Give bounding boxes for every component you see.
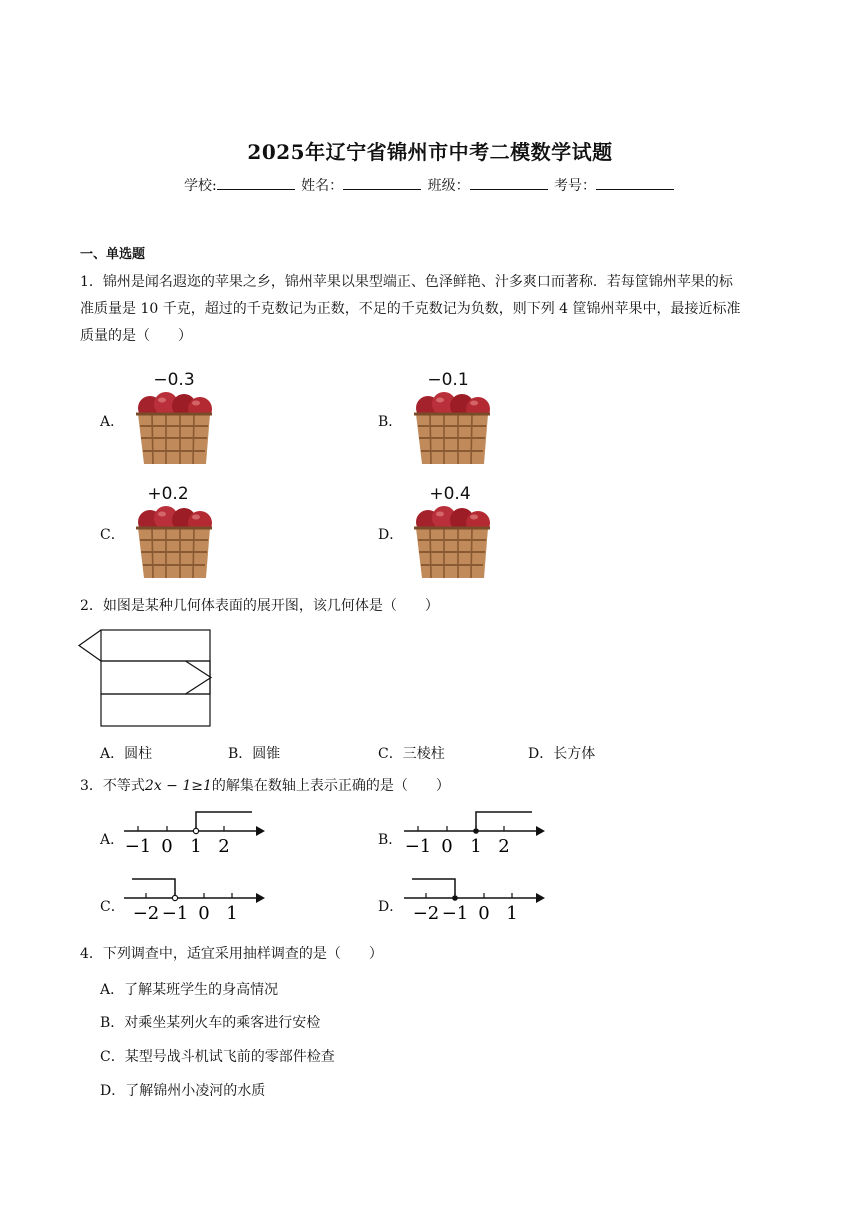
question-4-stem: 4．下列调查中，适宜采用抽样调查的是（ ） [80, 946, 383, 962]
open-endpoint [193, 828, 198, 833]
q1-option-c-letter[interactable]: C． [100, 527, 125, 543]
basket-body [414, 528, 490, 578]
q1-option-a-picture[interactable] [128, 368, 220, 482]
question-1-line-1: 1．锦州是闻名遐迩的苹果之乡，锦州苹果以果型端正、色泽鲜艳、汁多爽口而著称．若每筐锦州苹果的标 [80, 274, 733, 290]
apple-basket-icon [406, 482, 498, 592]
q1-option-a-letter[interactable]: A． [100, 414, 125, 430]
net-triangle-left [79, 630, 101, 661]
question-3-stem [80, 773, 785, 800]
basket-body [136, 414, 212, 464]
question-1-line-3: 质量的是（ ） [80, 328, 192, 344]
q3-option-d-number-line[interactable] [400, 875, 550, 927]
tick-label: 2 [498, 836, 510, 857]
school-label: 学校: [183, 178, 217, 194]
exam-no-blank[interactable] [596, 175, 674, 190]
page-title: 2025年辽宁省锦州市中考二模数学试题 [247, 140, 613, 164]
apple-basket-icon [128, 368, 220, 478]
question-3-stem-post: 的解集在数轴上表示正确的是（ ） [211, 778, 450, 794]
q3-option-b-letter[interactable]: B． [378, 832, 403, 848]
q1-option-d-letter[interactable]: D． [378, 527, 404, 543]
q1-option-b-value: −0.1 [427, 370, 469, 390]
tick-label: −2 [412, 903, 440, 924]
arrow-icon [536, 893, 545, 903]
q1-option-b-letter[interactable]: B． [378, 414, 403, 430]
q3-option-c-number-line[interactable] [120, 875, 270, 927]
apple-basket-icon [406, 368, 498, 478]
arrow-icon [256, 893, 265, 903]
school-blank[interactable] [217, 175, 295, 190]
tick-label: 1 [190, 836, 202, 857]
name-label: 姓名： [301, 178, 344, 194]
open-endpoint [172, 895, 177, 900]
section-heading: 一、单选题 [80, 247, 146, 262]
tick-label: 2 [218, 836, 230, 857]
arrow-icon [256, 826, 265, 836]
tick-label: 1 [470, 836, 482, 857]
net-face-top [101, 630, 210, 661]
tick-label: 1 [226, 903, 238, 924]
class-blank[interactable] [470, 175, 548, 190]
exam-no-label: 考号： [554, 178, 597, 194]
q3-option-b-number-line[interactable] [400, 808, 550, 860]
net-face-bottom [101, 694, 210, 726]
tick-label: −2 [132, 903, 160, 924]
q1-option-a-value: −0.3 [153, 370, 195, 390]
q2-option-b[interactable]: B．圆锥 [228, 746, 281, 762]
question-1-stem [80, 269, 785, 350]
q1-option-c-picture[interactable] [128, 482, 220, 596]
q3-option-a-letter[interactable]: A． [100, 832, 125, 848]
tick-label: 0 [198, 903, 210, 924]
tick-label: 0 [441, 836, 453, 857]
q2-option-c[interactable]: C．三棱柱 [378, 746, 445, 762]
q2-option-a[interactable]: A．圆柱 [100, 746, 153, 762]
q1-option-d-picture[interactable] [406, 482, 498, 596]
question-3-stem-pre: 3．不等式 [80, 778, 145, 794]
class-label: 班级： [427, 178, 470, 194]
name-blank[interactable] [343, 175, 421, 190]
q1-option-b-picture[interactable] [406, 368, 498, 482]
q3-option-c-letter[interactable]: C． [100, 899, 125, 915]
question-1-line-2: 准质量是 10 千克，超过的千克数记为正数，不足的千克数记为负数，则下列 4 筐锦州苹果中，最接近标准 [80, 301, 741, 317]
tick-label: −1 [404, 836, 432, 857]
tick-label: −1 [441, 903, 469, 924]
arrow-icon [536, 826, 545, 836]
basket-body [136, 528, 212, 578]
net-triangle-right [185, 660, 215, 696]
closed-endpoint [452, 895, 458, 901]
student-info-line [0, 175, 860, 195]
q3-option-d-letter[interactable]: D． [378, 899, 404, 915]
tick-label: 1 [506, 903, 518, 924]
question-3-inequality: 2x − 1≥1 [144, 778, 212, 794]
q1-option-c-value: +0.2 [147, 484, 189, 504]
tick-label: −1 [124, 836, 152, 857]
closed-endpoint [473, 828, 479, 834]
q1-option-d-value: +0.4 [429, 484, 471, 504]
tick-label: −1 [161, 903, 189, 924]
q3-option-a-number-line[interactable] [120, 808, 270, 860]
tick-label: 0 [161, 836, 173, 857]
tick-label: 0 [478, 903, 490, 924]
q2-option-d[interactable]: D．长方体 [528, 746, 596, 762]
q4-option-a[interactable]: A．了解某班学生的身高情况 [100, 982, 279, 998]
q4-option-d[interactable]: D．了解锦州小凌河的水质 [100, 1083, 266, 1099]
basket-body [414, 414, 490, 464]
apple-basket-icon [128, 482, 220, 592]
q4-option-c[interactable]: C．某型号战斗机试飞前的零部件检查 [100, 1049, 335, 1065]
question-2-stem: 2．如图是某种几何体表面的展开图，该几何体是（ ） [80, 598, 439, 614]
q4-option-b[interactable]: B．对乘坐某列火车的乘客进行安检 [100, 1015, 321, 1031]
